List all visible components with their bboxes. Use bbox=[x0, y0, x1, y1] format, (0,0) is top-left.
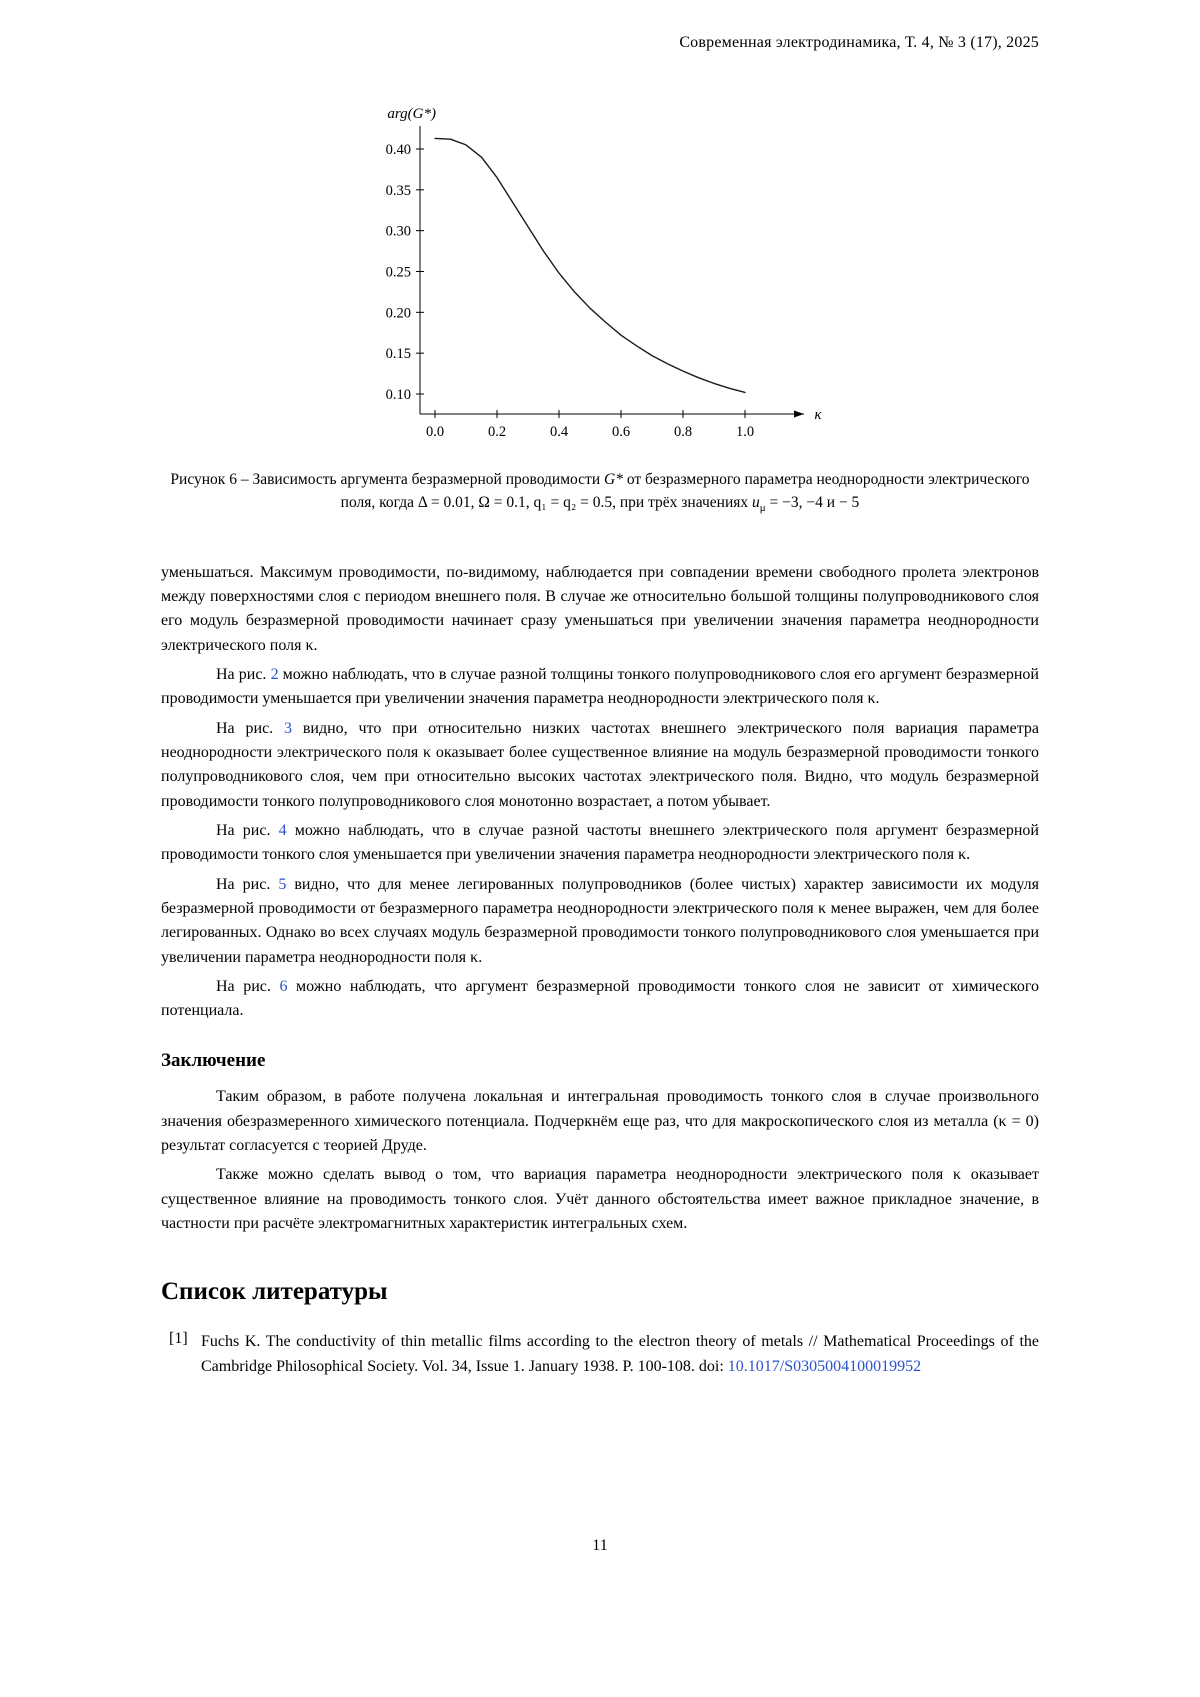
figure-2-link[interactable]: 2 bbox=[270, 666, 279, 684]
svg-text:0.4: 0.4 bbox=[549, 424, 569, 440]
svg-text:0.20: 0.20 bbox=[385, 305, 411, 322]
svg-text:0.35: 0.35 bbox=[385, 182, 411, 199]
paragraph bbox=[161, 717, 1039, 814]
article-body bbox=[161, 561, 1039, 1380]
caption-text: от безразмерного параметра неоднородности электрического поля, когда Δ = 0.01, Ω = 0.1, q₁ = q₂ = 0.5, при трёх значениях bbox=[340, 471, 1030, 512]
svg-text:0.15: 0.15 bbox=[385, 346, 411, 363]
figure-caption bbox=[161, 468, 1039, 517]
paragraph-text: можно наблюдать, что в случае разной частоты внешнего электрического поля аргумент безразмерной проводимости тонкого слоя уменьшается при увеличении значения параметра неоднородности электрического поля κ. bbox=[161, 821, 1039, 864]
paragraph bbox=[161, 663, 1039, 712]
paragraph-text: видно, что при относительно низких частотах внешнего электрического поля вариация параметра неоднородности электрического поля κ оказывает более существенное влияние на модуль безразмерной проводимости тонкого полупроводникового слоя, чем при относительно высоких частотах электрического поля. Видно, что модуль безразмерной проводимости тонкого полупроводникового слоя монотонно возрастает, а потом убывает. bbox=[161, 719, 1039, 810]
paragraph: Также можно сделать вывод о том, что вариация параметра неоднородности электрического поля κ оказывает существенное влияние на проводимость тонкого слоя. Учёт данного обстоятельства имеет важное прикладное значение, в частности при расчёте электромагнитных характеристик интегральных схем. bbox=[161, 1166, 1039, 1233]
svg-text:0.40: 0.40 bbox=[385, 141, 411, 158]
svg-text:0.10: 0.10 bbox=[385, 387, 411, 403]
conclusion-heading: Заключение bbox=[161, 1050, 266, 1072]
paragraph bbox=[161, 819, 1039, 868]
svg-text:κ: κ bbox=[814, 407, 822, 423]
svg-text:0.8: 0.8 bbox=[673, 424, 693, 440]
page-number: 11 bbox=[592, 1537, 608, 1554]
journal-header: Современная электродинамика, Т. 4, № 3 (17), 2025 bbox=[679, 34, 1039, 51]
paragraph-text: можно наблюдать, что в случае разной толщины тонкого полупроводникового слоя его аргумент безразмерной проводимости уменьшается при увеличении значения параметра неоднородности электрического поля κ. bbox=[161, 666, 1039, 708]
svg-text:0.30: 0.30 bbox=[385, 223, 411, 240]
figure-6 bbox=[161, 104, 1039, 517]
figure-3-link[interactable]: 3 bbox=[284, 719, 293, 737]
caption-u-sub: μ bbox=[759, 502, 766, 515]
paragraph-text: На рис. bbox=[216, 977, 280, 995]
paragraph bbox=[161, 873, 1039, 970]
paragraph bbox=[161, 975, 1039, 1024]
paragraph: уменьшаться. Максимум проводимости, по-видимому, наблюдается при совпадении времени свободного пролета электронов между поверхностями слоя с периодом внешнего поля. В случае же относительно большой толщины полупроводникового слоя его модуль безразмерной проводимости начинает сразу уменьшаться при увеличении значения параметра неоднородности электрического поля κ. bbox=[161, 563, 1039, 654]
svg-text:1.0: 1.0 bbox=[735, 424, 755, 440]
reference-number: [1] bbox=[169, 1330, 188, 1348]
reference-text bbox=[201, 1330, 1039, 1380]
reference-citation: Fuchs K. The conductivity of thin metallic films according to the electron theory of metals // Mathematical Proceedings of the Cambridge Philosophical Society. Vol. 34, Issue 1. January 1938. P. 100-108. doi: bbox=[201, 1333, 1039, 1376]
paragraph-text: видно, что для менее легированных полупроводников (более чистых) характер зависимости их модуля безразмерной проводимости от безразмерного параметра неоднородности электрического поля κ менее выражен, чем для более легированных. Однако во всех случаях модуль безразмерной проводимости тонкого полупроводникового слоя уменьшается при увеличении параметра неоднородности поля κ. bbox=[161, 875, 1039, 966]
caption-u-var: u bbox=[752, 494, 760, 512]
caption-gstar: G* bbox=[604, 471, 623, 488]
paragraph-text: На рис. bbox=[216, 666, 271, 684]
paragraph-text: На рис. bbox=[216, 875, 279, 893]
paragraph: Таким образом, в работе получена локальная и интегральная проводимость тонкого слоя в случае произвольного значения обезразмеренного химического потенциала. Подчеркнём еще раз, что для макроскопического слоя из металла (κ = 0) результат согласуется с теорией Друде. bbox=[161, 1088, 1039, 1155]
caption-text: Рисунок 6 – Зависимость аргумента безразмерной проводимости bbox=[170, 471, 604, 488]
svg-text:0.0: 0.0 bbox=[425, 424, 445, 440]
paragraph-text: На рис. bbox=[216, 719, 285, 737]
references-heading: Список литературы bbox=[161, 1278, 388, 1306]
line-chart bbox=[360, 104, 840, 454]
figure-5-link[interactable]: 5 bbox=[278, 875, 287, 893]
figure-4-link[interactable]: 4 bbox=[278, 821, 287, 839]
caption-text: = −3, −4 и − 5 bbox=[765, 494, 860, 512]
svg-text:0.2: 0.2 bbox=[487, 424, 507, 440]
doi-link[interactable]: 10.1017/S0305004100019952 bbox=[727, 1358, 922, 1376]
page-content bbox=[161, 0, 1039, 1380]
svg-text:0.25: 0.25 bbox=[385, 264, 411, 281]
paragraph-text: можно наблюдать, что аргумент безразмерной проводимости тонкого слоя не зависит от химического потенциала. bbox=[161, 977, 1039, 1020]
svg-text:0.6: 0.6 bbox=[611, 424, 631, 440]
paragraph-text: На рис. bbox=[216, 821, 279, 839]
figure-chart bbox=[360, 104, 840, 454]
reference-item bbox=[161, 1330, 1039, 1380]
figure-6-link[interactable]: 6 bbox=[279, 977, 288, 995]
svg-text:arg(G*): arg(G*) bbox=[387, 106, 436, 122]
